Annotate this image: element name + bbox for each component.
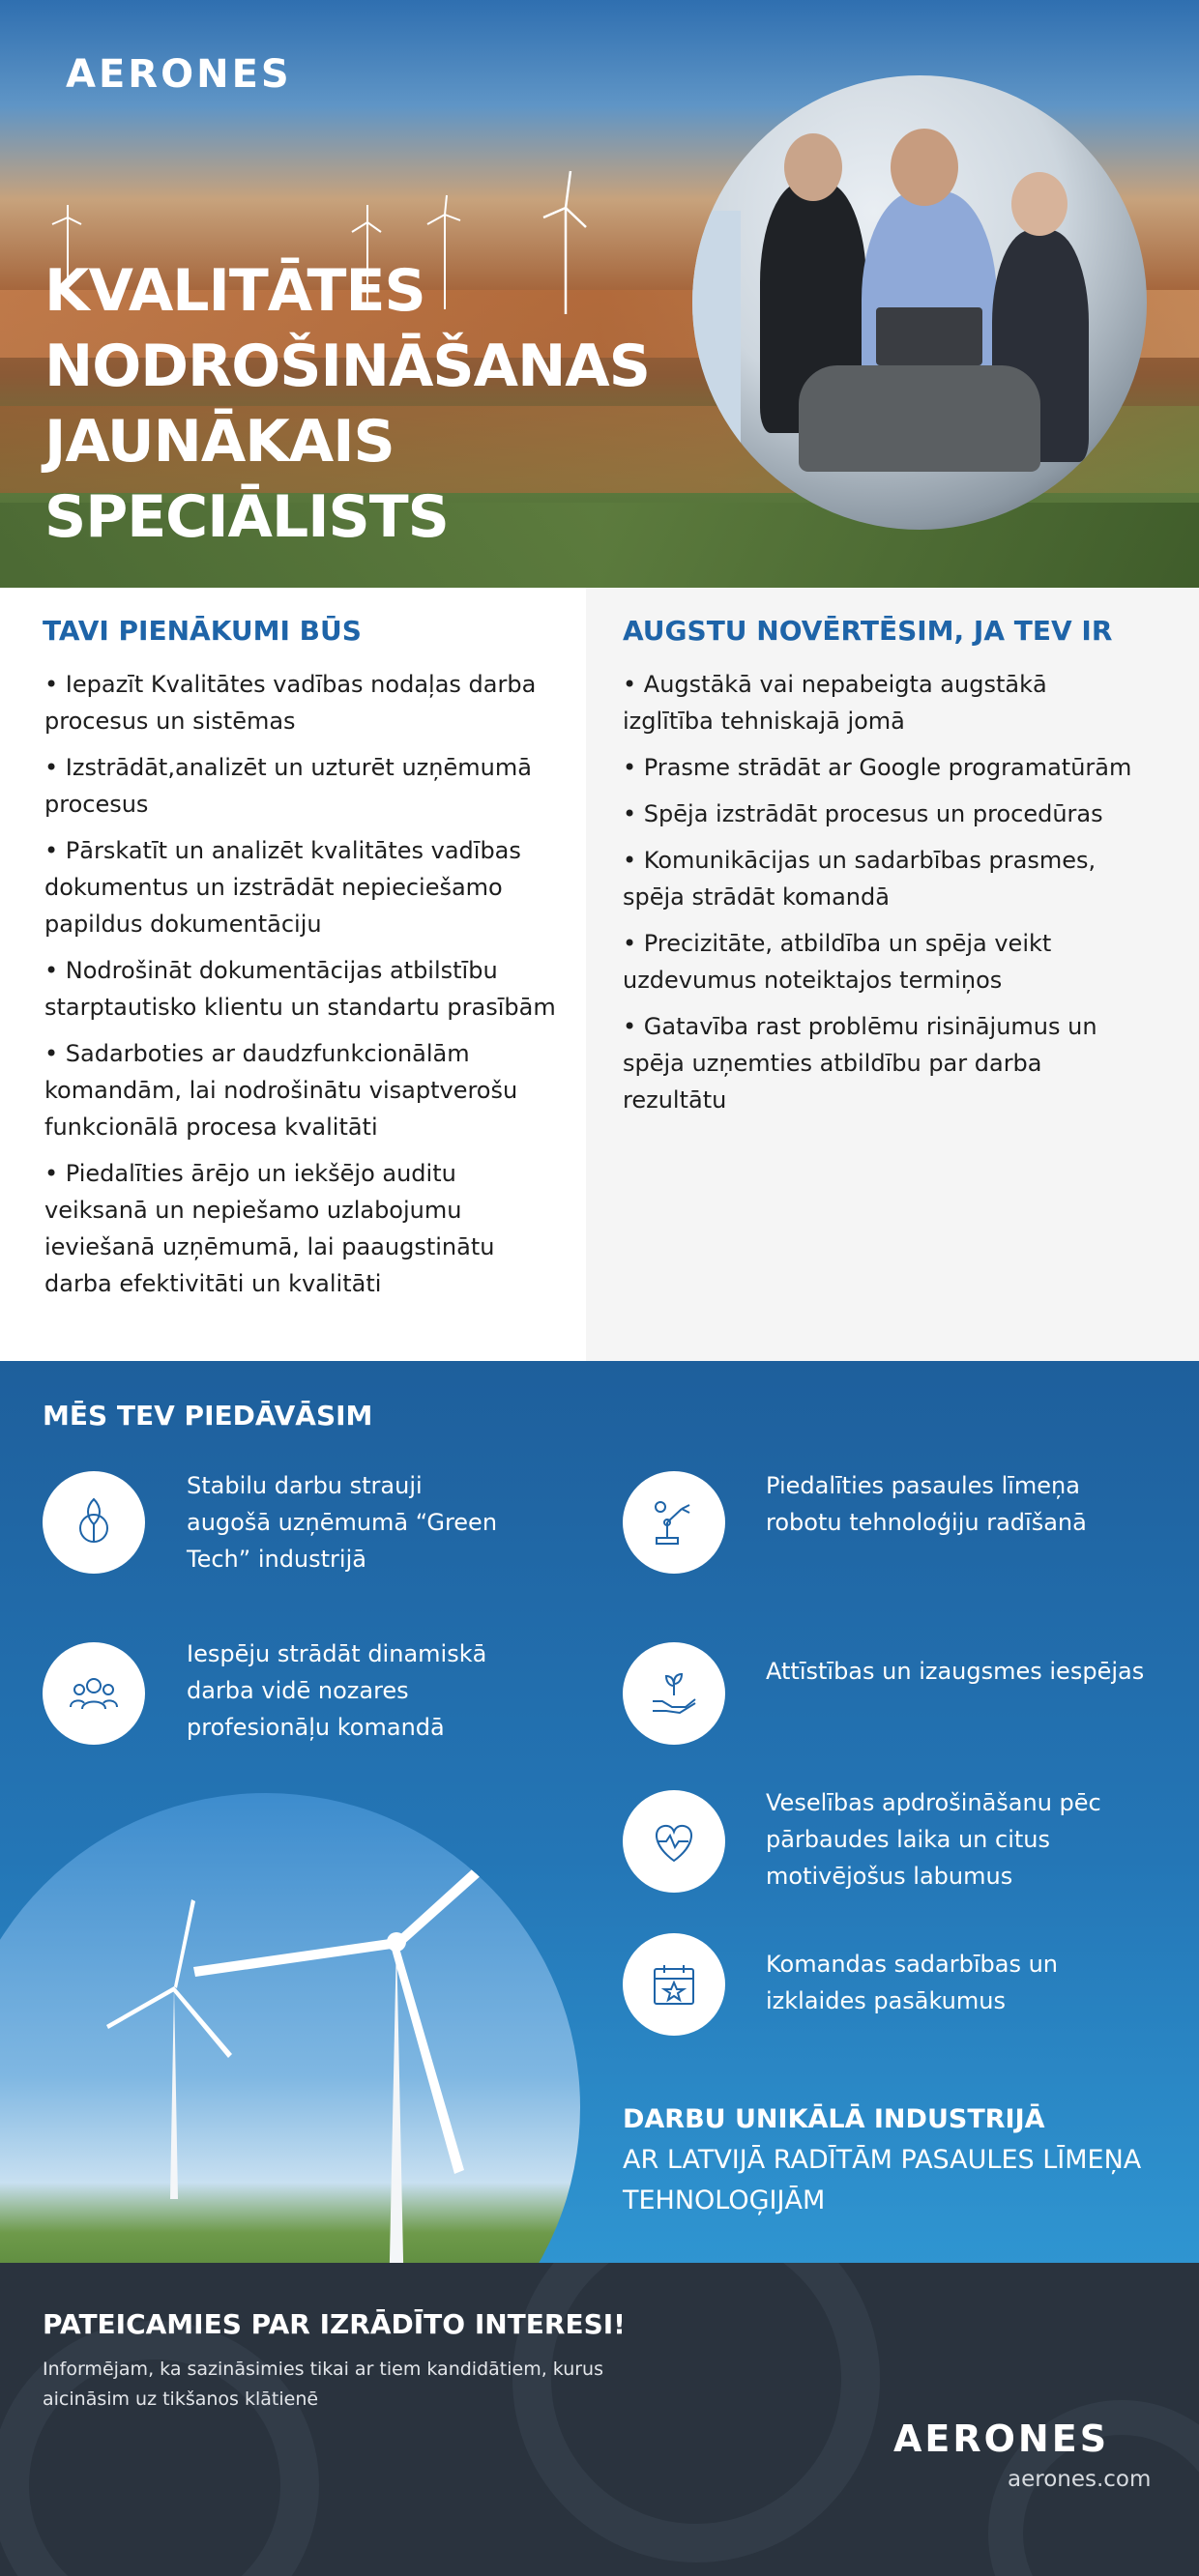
list-item: • Precizitāte, atbildība un spēja veikt uzdevumus noteiktajos termiņos (623, 925, 1145, 999)
duties-heading: TAVI PIENĀKUMI BŪS (43, 615, 362, 647)
list-item: • Pārskatīt un analizēt kvalitātes vadības dokumentus un izstrādāt nepieciešamo papildus dokumentāciju (44, 832, 557, 942)
heart-pulse-icon (623, 1790, 725, 1893)
tagline (623, 2099, 1164, 2221)
leaf-gear-icon (43, 1471, 145, 1574)
aerones-logo: AERONES (66, 52, 292, 97)
tagline-rest: AR LATVIJĀ RADĪTĀM PASAULES LĪMEŅA TEHNOLOĢIJĀM (623, 2145, 1142, 2215)
list-item: • Nodrošināt dokumentācijas atbilstību starptautisko klientu un standartu prasībām (44, 952, 557, 1026)
offer-text: Komandas sadarbības un izklaides pasākumus (766, 1951, 1059, 2014)
offer-text: Piedalīties pasaules līmeņa robotu tehnoloģiju radīšanā (766, 1472, 1087, 1536)
list-item: • Komunikācijas un sadarbības prasmes, spēja strādāt komandā (623, 842, 1145, 915)
list-item: • Gatavība rast problēmu risinājumus un spēja uzņemties atbildību par darba rezultātu (623, 1008, 1145, 1118)
duties-list (44, 666, 557, 1312)
requirements-heading: AUGSTU NOVĒRTĒSIM, JA TEV IR (623, 615, 1113, 647)
list-item: • Augstākā vai nepabeigta augstākā izglītība tehniskajā jomā (623, 666, 1145, 739)
offer-text: Veselības apdrošināšanu pēc pārbaudes laika un citus motivējošus labumus (766, 1789, 1101, 1890)
team-photo (692, 75, 1147, 530)
team-icon (43, 1642, 145, 1745)
requirements-list (623, 666, 1145, 1128)
footer-text: Informējam, ka sazināsimies tikai ar tiem kandidātiem, kurus aicināsim uz tikšanos klātienē (43, 2359, 604, 2410)
hero-banner (0, 0, 1199, 588)
list-item: • Izstrādāt,analizēt un uzturēt uzņēmumā procesus (44, 749, 557, 823)
list-item: • Prasme strādāt ar Google programatūrām (623, 749, 1145, 786)
offer-text: Attīstības un izaugsmes iespējas (766, 1658, 1145, 1685)
plant-hand-icon (623, 1642, 725, 1745)
offers-heading: MĒS TEV PIEDĀVĀSIM (43, 1400, 373, 1432)
list-item: • Iepazīt Kvalitātes vadības nodaļas darba procesus un sistēmas (44, 666, 557, 739)
job-title: KVALITĀTES NODROŠINĀŠANAS JAUNĀKAIS SPECIĀLISTS (44, 257, 650, 551)
aerones-logo: AERONES (893, 2417, 1110, 2460)
offer-text: Iespēju strādāt dinamiskā darba vidē nozares profesionāļu komandā (187, 1640, 487, 1741)
footer-heading: PATEICAMIES PAR IZRĀDĪTO INTERESI! (43, 2308, 626, 2340)
robot-arm-icon (623, 1471, 725, 1574)
calendar-star-icon (623, 1933, 725, 2036)
tagline-bold: DARBU UNIKĀLĀ INDUSTRIJĀ (623, 2104, 1045, 2134)
list-item: • Sadarboties ar daudzfunkcionālām komandām, lai nodrošinātu visaptverošu funkcionālā procesa kvalitāti (44, 1035, 557, 1145)
list-item: • Piedalīties ārējo un iekšējo auditu veiksanā un nepiešamo uzlabojumu ieviešanā uzņēmumā, lai paaugstinātu darba efektivitāti un kvalitāti (44, 1155, 557, 1302)
list-item: • Spēja izstrādāt procesus un procedūras (623, 796, 1145, 832)
website-link[interactable]: aerones.com (1008, 2467, 1152, 2492)
wind-turbines-photo (0, 1793, 580, 2263)
offer-text: Stabilu darbu strauji augošā uzņēmumā “Green Tech” industrijā (187, 1472, 498, 1573)
wind-turbine-icon (174, 1822, 541, 2263)
